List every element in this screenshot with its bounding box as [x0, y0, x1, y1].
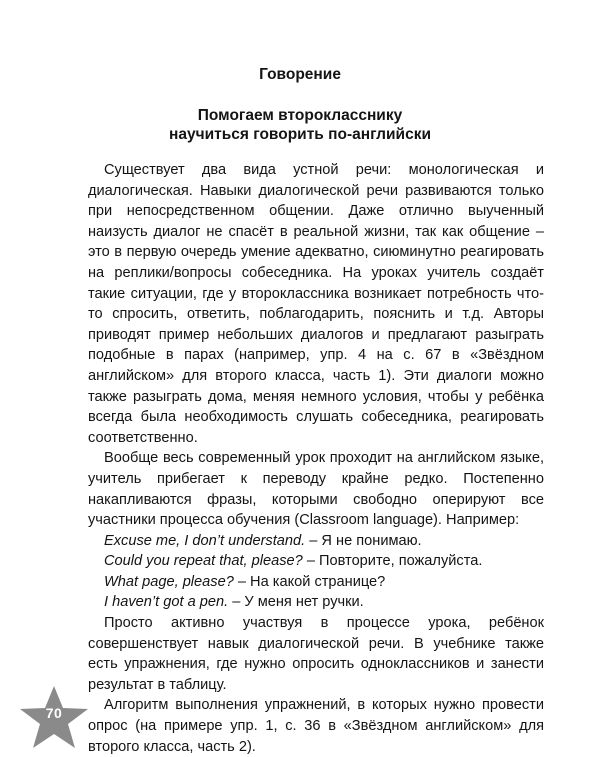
paragraph-with-term — [88, 448, 544, 530]
phrase-russian: – У меня нет ручки. — [228, 594, 364, 611]
phrase-item — [88, 592, 544, 613]
paragraph: Просто активно участвуя в процессе урока, ребёнок совершенствует навык диалогической речи. В учебнике также есть упражнения, где нужно опросить одноклассников и занести результат в таблицу. — [88, 615, 544, 693]
phrase-item — [88, 551, 544, 572]
phrase-russian: – Повторите, пожалуйста. — [302, 553, 483, 570]
phrase-item — [88, 531, 544, 552]
paragraph: Существует два вида устной речи: монологическая и диалогическая. Навыки диалогической речи развиваются только при непосредственном общении. Даже отлично выученный наизусть диалог не спасёт в реальной жизни, так как общение – это в первую очередь умение адекватно, сиюминутно реагировать на реплики/вопросы собеседника. На уроках учитель создаёт такие ситуации, где у второклассника возникает потребность что-то спросить, ответить, поблагодарить, пояснить и т.д. Авторы приводят пример небольших диалогов и предлагают разыграть подобные в парах (например, упр. 4 на с. 67 в «Звёздном английском» для второго класса, часть 1). Эти диалоги можно также разыграть дома, меняя немного условия, чтобы у ребёнка всегда была необходимость слушать собеседника, реагировать соответственно. — [88, 162, 544, 446]
phrase-english: Excuse me, I don’t understand. — [104, 532, 306, 549]
phrase-english: I haven’t got a pen. — [104, 594, 229, 611]
phrase-english: What page, please? — [104, 573, 234, 590]
phrase-item — [88, 572, 544, 593]
paragraph: Алгоритм выполнения упражнений, в которых нужно провести опрос (на примере упр. 1, с. 36 в «Звёздном английском» для второго класса, часть 2). — [88, 697, 544, 755]
phrase-english: Could you repeat that, please? — [104, 553, 303, 570]
paragraph-text: Вообще весь современный урок проходит на английском языке, учитель прибегает к переводу крайне редко. Постепенно накапливаются фразы, которыми свободно оперируют все участники процесса обучения (Classroom language). Например: — [88, 450, 544, 529]
article-body — [88, 160, 544, 757]
page-number-badge — [18, 684, 90, 750]
section-title: Говорение — [259, 66, 341, 83]
phrase-russian: – На какой странице? — [233, 573, 386, 590]
article-title — [0, 106, 600, 144]
phrase-russian: – Я не понимаю. — [305, 532, 422, 549]
article-title-line-1: Помогаем второкласснику — [197, 107, 403, 124]
article-title-line-2: научиться говорить по-английски — [168, 126, 431, 143]
page-number: 70 — [45, 705, 63, 721]
